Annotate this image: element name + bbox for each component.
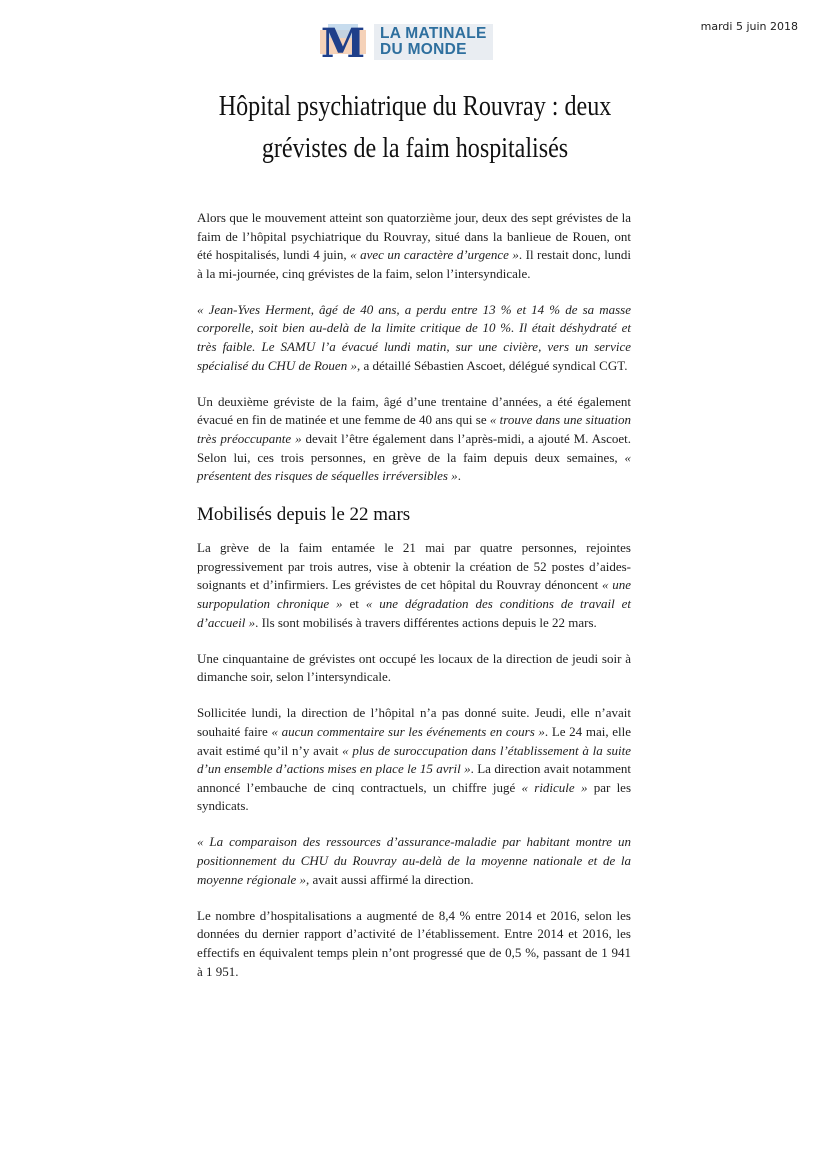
section-subheading: Mobilisés depuis le 22 mars xyxy=(197,504,411,526)
article-title: Hôpital psychiatrique du Rouvray : deux grévistes de la faim hospitalisés xyxy=(218,91,612,164)
svg-text:M: M xyxy=(320,22,366,62)
paragraph-5: Une cinquantaine de grévistes ont occupé les locaux de la direction de jeudi soir à dimanche soir, selon l’intersyndicale. xyxy=(197,650,631,685)
publication-date: mardi 5 juin 2018 xyxy=(700,20,798,33)
paragraph-8: Le nombre d’hospitalisations a augmenté de 8,4 % entre 2014 et 2016, selon les données du dernier rapport d’activité de l’établissement. Entre 2014 et 2016, les effectifs en équivalent temps plein n’ont progressé que de 0,5 %, passant de 1 941 à 1 951. xyxy=(197,907,631,979)
le-monde-m-logo-icon xyxy=(318,22,368,62)
paragraph-1: Alors que le mouvement atteint son quatorzième jour, deux des sept grévistes de la faim de l’hôpital psychiatrique du Rouvray, situé dans la banlieue de Rouen, ont été hospitalisés, lundi 4 juin, « avec un caractère d’urgence ». Il restait donc, lundi à la mi-journée, cinq grévistes de la faim, selon l’intersyndicale. xyxy=(197,210,632,281)
paragraph-6: Sollicitée lundi, la direction de l’hôpital n’a pas donné suite. Jeudi, elle n’avait souhaité faire « aucun commentaire sur les événements en cours ». Le 24 mai, elle avait estimé qu’il n’y avait « plus de suroccupation dans l’établissement à la suite d’un ensemble d’actions mises en place le 15 avril ». La direction avait notamment annoncé l’embauche de cinq contractuels, un chiffre jugé « ridicule » par les syndicats. xyxy=(197,705,632,814)
paragraph-4: La grève de la faim entamée le 21 mai par quatre personnes, rejointes progressivement par trois autres, vise à obtenir la création de 52 postes d’aides-soignants et d’infirmiers. Les grévistes de cet hôpital du Rouvray dénoncent « une surpopulation chronique » et « une dégradation des conditions de travail et d’accueil ». Ils sont mobilisés à travers différentes actions depuis le 22 mars. xyxy=(197,540,632,630)
paragraph-7: « La comparaison des ressources d’assurance-maladie par habitant montre un positionnement du CHU du Rouvray au-delà de la moyenne nationale et de la moyenne régionale », avait aussi affirmé la direction. xyxy=(197,834,631,887)
logo-wordmark xyxy=(374,24,493,60)
article-body xyxy=(197,209,631,999)
paragraph-2: « Jean-Yves Herment, âgé de 40 ans, a perdu entre 13 % et 14 % de sa masse corporelle, soit bien au-delà de la limite critique de 10 %. Il était déshydraté et très faible. Le SAMU l’a évacué lundi matin, sur une civière, vers un service spécialisé du CHU de Rouen », a détaillé Sébastien Ascoet, délégué syndical CGT. xyxy=(197,301,631,373)
la-matinale-logo[interactable] xyxy=(318,22,493,62)
paragraph-3: Un deuxième gréviste de la faim, âgé d’une trentaine d’années, a été également évacué en fin de matinée et une femme de 40 ans qui se « trouve dans une situation très préoccupante » devait l’être également dans l’après-midi, a ajouté M. Ascoet. Selon lui, ces trois personnes, en grève de la faim depuis deux semaines, « présentent des risques de séquelles irréversibles ». xyxy=(197,393,631,484)
logo-line-2: DU MONDE xyxy=(380,41,467,58)
logo-line-1: LA MATINALE xyxy=(380,25,487,42)
